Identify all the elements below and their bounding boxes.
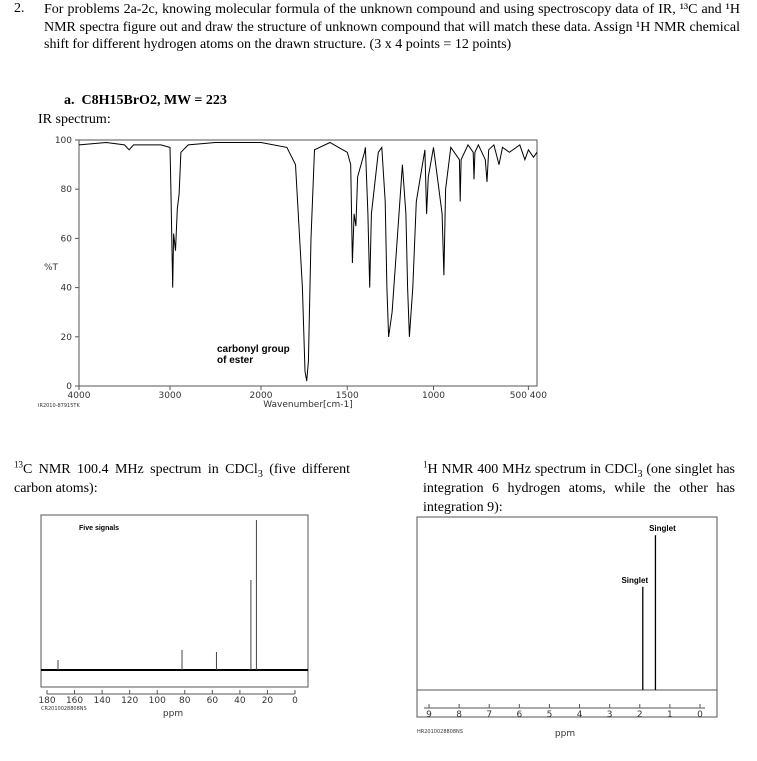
c13-title: Five signals xyxy=(79,525,120,532)
ir-ytick-label: 0 xyxy=(66,382,72,392)
question-text: For problems 2a-2c, knowing molecular formula of the unknown compound and using spectroscopy data of IR, ¹³C and ¹H NMR spectra figure out and draw the structure of unknown compound that will match these data. Assign ¹H NMR chemical shift for different hydrogen atoms on the drawn structure. (3 x 4 points = 12 points) xyxy=(44,2,740,52)
h1-xtick-label: 4 xyxy=(576,710,583,720)
c13-xtick-label: 100 xyxy=(148,696,166,706)
ir-annotation-line1: carbonyl group xyxy=(217,344,290,355)
c13-xlabel: ppm xyxy=(162,709,184,719)
ir-ytick-label: 80 xyxy=(60,185,72,196)
c13-caption-pre: C NMR 100.4 MHz spectrum in CDCl xyxy=(23,462,258,477)
h1-xtick-label: 9 xyxy=(426,710,432,720)
c13-xtick-label: 60 xyxy=(206,696,219,706)
h1-caption xyxy=(423,460,735,517)
h1-plot-frame xyxy=(417,517,717,717)
h1-xtick-label: 2 xyxy=(636,710,643,720)
c13-xtick-label: 140 xyxy=(93,696,111,706)
ir-xlabel: Wavenumber[cm-1] xyxy=(263,400,353,410)
h1-peak-label-1: Singlet xyxy=(621,575,649,585)
question-number: 2. xyxy=(14,1,25,16)
c13-sub: 3 xyxy=(257,468,263,480)
c13-xtick-label: 0 xyxy=(292,696,298,706)
h1-sub: 3 xyxy=(637,468,643,480)
h1-sup: 1 xyxy=(423,459,428,470)
c13-xtick-label: 180 xyxy=(38,696,56,706)
ir-y-axis xyxy=(55,136,79,392)
h1-code: HR2010028808NS xyxy=(417,729,463,735)
part-a-heading xyxy=(64,93,227,109)
ir-plot-frame xyxy=(79,140,537,386)
c13-caption xyxy=(14,460,350,498)
ir-series-line xyxy=(79,143,537,382)
h1-xtick-label: 6 xyxy=(516,710,523,720)
molecular-formula: C8H15BrO2, MW = 223 xyxy=(81,93,227,108)
h1-x-axis xyxy=(424,704,705,720)
ir-xtick-label: 1000 xyxy=(422,391,445,401)
h1-xtick-label: 8 xyxy=(456,710,462,720)
ir-x-axis xyxy=(68,386,548,401)
h1-xtick-label: 5 xyxy=(546,710,553,720)
c13-xtick-label: 160 xyxy=(65,696,84,706)
h1-peaks xyxy=(643,535,656,690)
c13-xtick-label: 120 xyxy=(121,696,139,706)
ir-ytick-label: 100 xyxy=(54,136,72,146)
h1-xtick-label: 7 xyxy=(486,710,493,720)
ir-ytick-label: 40 xyxy=(60,283,72,294)
c13-code: CR2010028808NS xyxy=(41,706,87,712)
h1-xlabel: ppm xyxy=(554,729,576,739)
h1-xtick-label: 3 xyxy=(606,710,613,720)
c13-xtick-label: 20 xyxy=(261,696,274,706)
ir-xtick-label: 500 400 xyxy=(509,391,547,401)
c13-xtick-label: 80 xyxy=(179,696,191,706)
ir-annotation-line2: of ester xyxy=(217,355,254,366)
part-a-label: a. xyxy=(64,93,75,108)
ir-xtick-label: 2000 xyxy=(249,391,273,401)
ir-section-label: IR spectrum: xyxy=(38,112,111,127)
c13-xtick-label: 40 xyxy=(234,696,246,706)
ir-code: IR2010-87915TK xyxy=(38,403,80,409)
h1-xtick-label: 0 xyxy=(697,710,703,720)
ir-ylabel: %T xyxy=(44,263,59,273)
ir-spectrum-chart xyxy=(0,130,757,415)
h1-nmr-chart xyxy=(0,510,757,750)
c13-sup: 13 xyxy=(14,459,23,470)
ir-xtick-label: 4000 xyxy=(67,391,91,401)
h1-caption-pre: H NMR 400 MHz spectrum in CDCl xyxy=(427,462,638,477)
ir-ytick-label: 20 xyxy=(60,332,72,343)
c13-caption-post: (five different carbon atoms): xyxy=(14,462,351,496)
ir-ytick-label: 60 xyxy=(60,234,72,245)
h1-peak-label-2: Singlet xyxy=(649,524,676,534)
ir-xtick-label: 1500 xyxy=(335,391,359,401)
ir-xtick-label: 3000 xyxy=(158,391,182,401)
h1-caption-post: (one singlet has integration 6 hydrogen atoms, while the other has integration 9): xyxy=(423,462,735,515)
h1-xtick-label: 1 xyxy=(667,710,673,720)
